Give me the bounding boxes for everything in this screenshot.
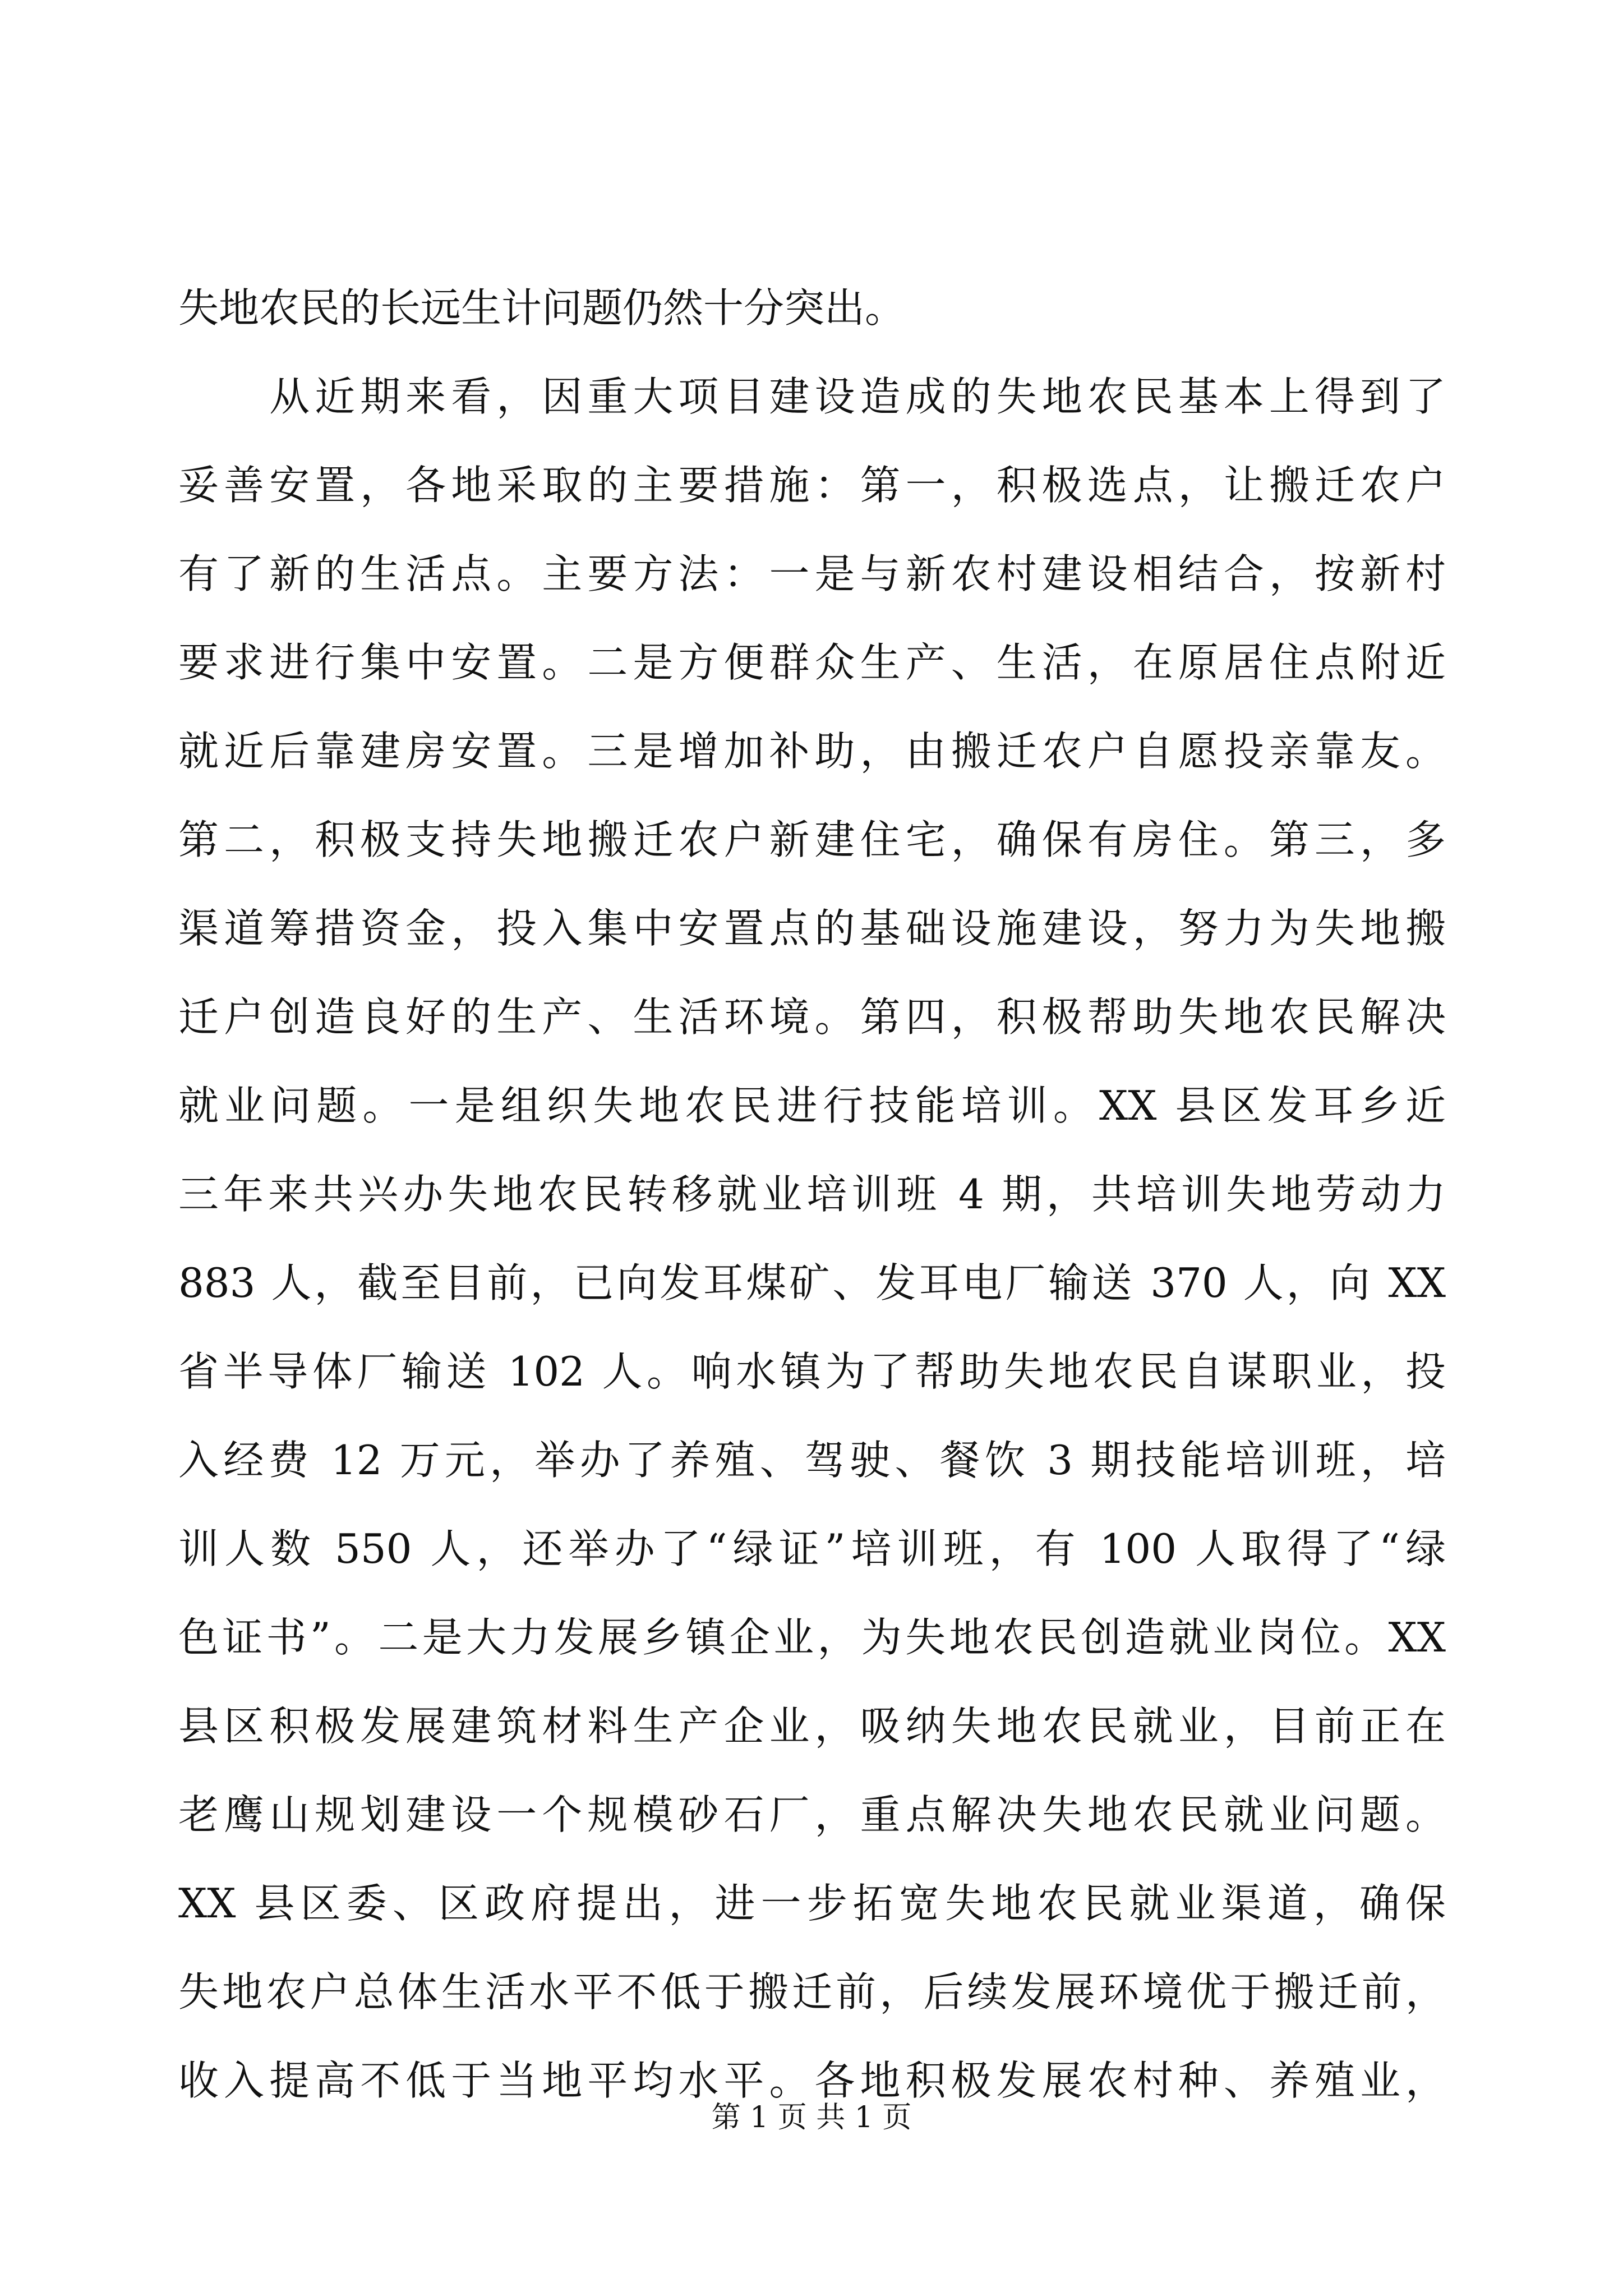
text-line: 失地农户总体生活水平不低于搬迁前，后续发展环境优于搬迁前， [178,1968,1446,2016]
text-line: 训人数 550 人，还举办了“绿证”培训班，有 100 人取得了“绿 [178,1525,1446,1572]
text-line: 收入提高不低于当地平均水平。各地积极发展农村种、养殖业， [178,2057,1446,2104]
page-footer: 第 1 页 共 1 页 [711,2101,912,2134]
text-line: 第二，积极支持失地搬迁农户新建住宅，确保有房住。第三，多 [178,816,1446,863]
text-line: 妥善安置，各地采取的主要措施：第一，积极选点，让搬迁农户 [178,462,1446,509]
text-line: 老鹰山规划建设一个规模砂石厂，重点解决失地农民就业问题。 [178,1791,1446,1838]
text-line: XX 县区委、区政府提出，进一步拓宽失地农民就业渠道，确保 [178,1880,1446,1927]
text-line: 就近后靠建房安置。三是增加补助，由搬迁农户自愿投亲靠友。 [178,728,1446,775]
text-line: 883 人，截至目前，已向发耳煤矿、发耳电厂输送 370 人，向 XX [178,1259,1446,1306]
text-line: 就业问题。一是组织失地农民进行技能培训。XX 县区发耳乡近 [178,1082,1446,1129]
text-line: 要求进行集中安置。二是方便群众生产、生活，在原居住点附近 [178,639,1446,686]
text-line: 迁户创造良好的生产、生活环境。第四，积极帮助失地农民解决 [178,993,1446,1041]
text-line: 失地农民的长远生计问题仍然十分突出。 [178,284,906,332]
document-body [178,264,1446,2125]
text-line: 渠道筹措资金，投入集中安置点的基础设施建设，努力为失地搬 [178,905,1446,952]
text-line: 有了新的生活点。主要方法：一是与新农村建设相结合，按新村 [178,550,1446,597]
text-line: 三年来共兴办失地农民转移就业培训班 4 期，共培训失地劳动力 [178,1171,1446,1218]
text-line: 色证书”。二是大力发展乡镇企业，为失地农民创造就业岗位。XX [178,1614,1446,1661]
text-line: 县区积极发展建筑材料生产企业，吸纳失地农民就业，目前正在 [178,1703,1446,1750]
text-line: 入经费 12 万元，举办了养殖、驾驶、餐饮 3 期技能培训班，培 [178,1437,1446,1484]
text-line: 省半导体厂输送 102 人。响水镇为了帮助失地农民自谋职业，投 [178,1348,1446,1395]
text-line: 从近期来看，因重大项目建设造成的失地农民基本上得到了 [178,373,1446,420]
